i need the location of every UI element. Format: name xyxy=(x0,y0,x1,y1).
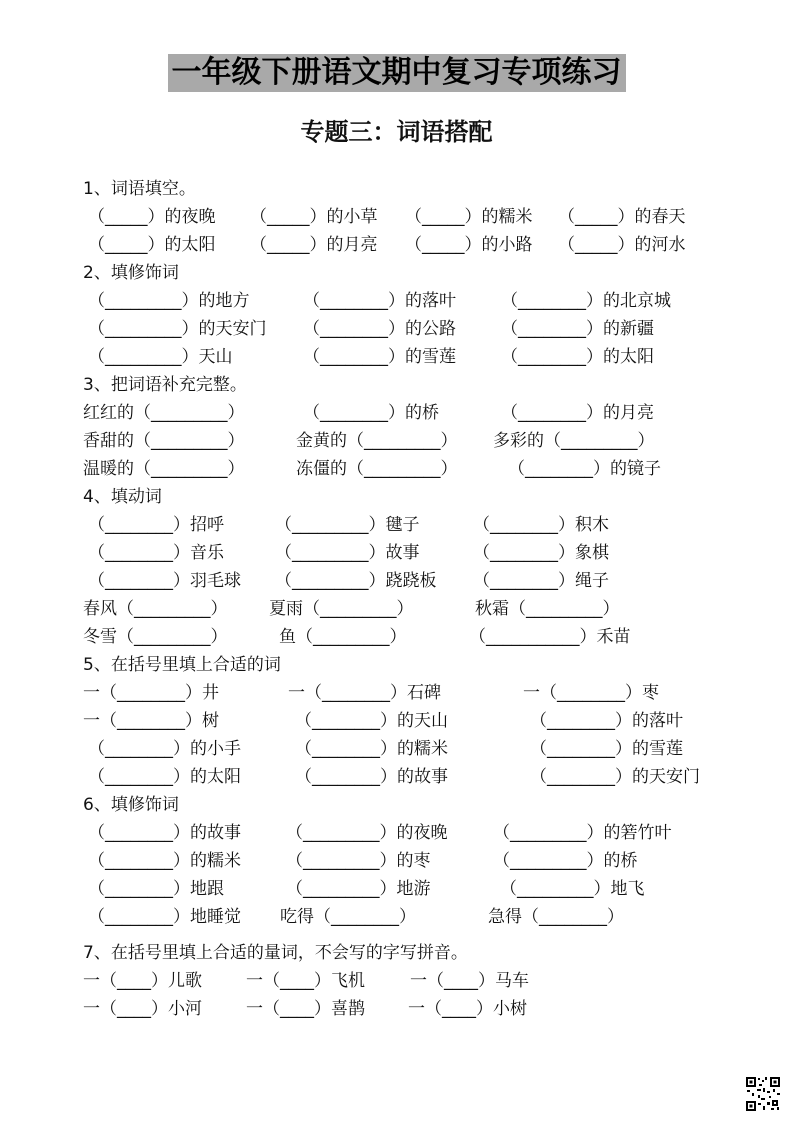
exercise-item: 吃得（________） xyxy=(280,907,416,927)
exercise-item: 一（____）马车 xyxy=(410,971,529,991)
exercise-item: （________）的故事 xyxy=(295,767,448,787)
exercise-item: （_________）天山 xyxy=(88,347,233,367)
exercise-item: （_____）的春天 xyxy=(558,207,686,227)
exercise-item: 一（____）儿歌 xyxy=(83,971,202,991)
exercise-item: 一（________）石碑 xyxy=(288,683,441,703)
section-3-row xyxy=(83,399,773,427)
section-1-heading: 1、词语填空。 xyxy=(83,179,196,199)
exercise-item: （________）地跟 xyxy=(88,879,224,899)
section-2-heading: 2、填修饰词 xyxy=(83,263,179,283)
exercise-item: （________）的天安门 xyxy=(530,767,700,787)
exercise-item: （________）地睡觉 xyxy=(88,907,241,927)
exercise-item: 一（____）小树 xyxy=(408,999,527,1019)
qr-code-icon xyxy=(745,1076,781,1112)
exercise-item: 一（____）喜鹊 xyxy=(246,999,365,1019)
section-3-heading: 3、把词语补充完整。 xyxy=(83,375,247,395)
exercise-item: （________）的落叶 xyxy=(303,291,456,311)
exercise-item: 春风（_________） xyxy=(83,599,228,619)
section-3-row xyxy=(83,455,773,483)
exercise-item: （________）的雪莲 xyxy=(530,739,683,759)
exercise-item: （_________）的桥 xyxy=(493,851,638,871)
exercise-item: 一（____）小河 xyxy=(83,999,202,1019)
exercise-item: 金黄的（_________） xyxy=(296,431,458,451)
exercise-item: （_________）的枣 xyxy=(286,851,431,871)
exercise-item: （________）的小手 xyxy=(88,739,241,759)
exercise-item: （_________）跷跷板 xyxy=(275,571,437,591)
exercise-item: （_____）的月亮 xyxy=(250,235,378,255)
exercise-item: （_________）地游 xyxy=(286,879,431,899)
exercise-item: 秋霜（_________） xyxy=(475,599,620,619)
exercise-item: （________）的糯米 xyxy=(295,739,448,759)
exercise-item: （_________）的天安门 xyxy=(88,319,267,339)
section-7-row xyxy=(83,995,773,1023)
exercise-item: （________）的桥 xyxy=(303,403,439,423)
section-1-row xyxy=(83,203,773,231)
exercise-item: （________）音乐 xyxy=(88,543,224,563)
exercise-item: （_________）地飞 xyxy=(500,879,645,899)
section-5-row xyxy=(83,763,773,791)
exercise-item: 冻僵的（_________） xyxy=(296,459,458,479)
exercise-item: （_____）的河水 xyxy=(558,235,686,255)
exercise-item: （_________）的箬竹叶 xyxy=(493,823,672,843)
section-6-row xyxy=(83,819,773,847)
section-6-row xyxy=(83,903,773,931)
section-5-row xyxy=(83,707,773,735)
exercise-item: （________）招呼 xyxy=(88,515,224,535)
exercise-item: （_____）的小路 xyxy=(405,235,533,255)
exercise-item: 夏雨（_________） xyxy=(269,599,414,619)
exercise-content xyxy=(83,175,773,1023)
exercise-item: 红红的（_________） xyxy=(83,403,245,423)
exercise-item: （________）羽毛球 xyxy=(88,571,241,591)
page-title: 一年级下册语文期中复习专项练习 xyxy=(168,54,626,92)
exercise-item: （_____）的太阳 xyxy=(88,235,216,255)
exercise-item: （________）的故事 xyxy=(88,823,241,843)
section-4-row xyxy=(83,539,773,567)
exercise-item: （________）的公路 xyxy=(303,319,456,339)
section-2-row xyxy=(83,315,773,343)
exercise-item: 鱼（_________） xyxy=(279,627,407,647)
exercise-item: （________）的太阳 xyxy=(88,767,241,787)
section-4-row xyxy=(83,511,773,539)
exercise-item: 一（________）枣 xyxy=(523,683,659,703)
exercise-item: （________）的北京城 xyxy=(501,291,671,311)
exercise-item: （________）的月亮 xyxy=(501,403,654,423)
section-3-row xyxy=(83,427,773,455)
exercise-item: （________）的镜子 xyxy=(508,459,661,479)
section-2-row xyxy=(83,343,773,371)
exercise-item: （_________）的地方 xyxy=(88,291,250,311)
section-1-row xyxy=(83,231,773,259)
exercise-item: 多彩的（_________） xyxy=(493,431,655,451)
title-block xyxy=(0,54,793,92)
section-7-row xyxy=(83,967,773,995)
exercise-item: 冬雪（_________） xyxy=(83,627,228,647)
exercise-item: （________）的天山 xyxy=(295,711,448,731)
page-subtitle: 专题三：词语搭配 xyxy=(300,118,493,146)
section-2-row xyxy=(83,287,773,315)
exercise-item: （___________）禾苗 xyxy=(469,627,631,647)
exercise-item: （________）的糯米 xyxy=(88,851,241,871)
exercise-item: 一（________）井 xyxy=(83,683,219,703)
exercise-item: （_________）故事 xyxy=(275,543,420,563)
exercise-item: （_________）毽子 xyxy=(275,515,420,535)
section-4-row xyxy=(83,595,773,623)
exercise-item: 急得（________） xyxy=(488,907,624,927)
exercise-item: 一（____）飞机 xyxy=(246,971,365,991)
exercise-item: 香甜的（_________） xyxy=(83,431,245,451)
exercise-item: （_____）的夜晚 xyxy=(88,207,216,227)
section-6-row xyxy=(83,875,773,903)
section-4-row xyxy=(83,567,773,595)
section-5-row xyxy=(83,735,773,763)
section-5-heading: 5、在括号里填上合适的词 xyxy=(83,655,281,675)
exercise-item: 一（________）树 xyxy=(83,711,219,731)
exercise-item: （________）积木 xyxy=(473,515,609,535)
exercise-item: （________）绳子 xyxy=(473,571,609,591)
section-6-row xyxy=(83,847,773,875)
exercise-item: （________）的雪莲 xyxy=(303,347,456,367)
exercise-item: （________）的新疆 xyxy=(501,319,654,339)
exercise-item: （_____）的小草 xyxy=(250,207,378,227)
exercise-item: 温暖的（_________） xyxy=(83,459,245,479)
exercise-item: （_________）的夜晚 xyxy=(286,823,448,843)
section-6-heading: 6、填修饰词 xyxy=(83,795,179,815)
section-5-row xyxy=(83,679,773,707)
section-4-row xyxy=(83,623,773,651)
exercise-item: （________）象棋 xyxy=(473,543,609,563)
exercise-item: （________）的落叶 xyxy=(530,711,683,731)
exercise-item: （________）的太阳 xyxy=(501,347,654,367)
exercise-item: （_____）的糯米 xyxy=(405,207,533,227)
section-7-heading: 7、在括号里填上合适的量词，不会写的字写拼音。 xyxy=(83,943,468,963)
section-4-heading: 4、填动词 xyxy=(83,487,162,507)
